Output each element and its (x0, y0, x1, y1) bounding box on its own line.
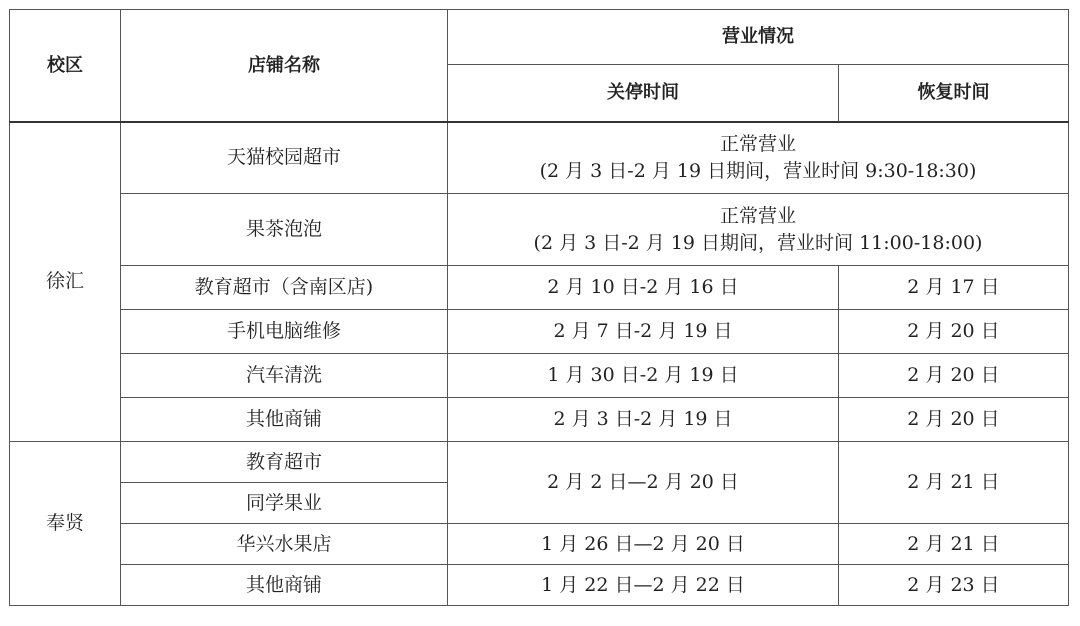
table-row (10, 122, 1069, 194)
shop-name-cell: 华兴水果店 (121, 524, 448, 565)
reopen-date-cell: 2 月 20 日 (839, 398, 1069, 442)
closure-period-cell: 2 月 7 日-2 月 19 日 (448, 310, 839, 354)
shop-name-cell: 教育超市 (121, 442, 448, 483)
header-row-1 (10, 10, 1069, 65)
closure-period-cell: 2 月 2 日—2 月 20 日 (448, 442, 839, 524)
status-label: 正常营业 (719, 133, 796, 156)
shop-name-cell: 其他商铺 (121, 565, 448, 606)
shop-name-cell: 其他商铺 (121, 398, 448, 442)
table-row (10, 266, 1069, 310)
table-row (10, 194, 1069, 266)
table-row (10, 310, 1069, 354)
shop-name-cell: 果茶泡泡 (121, 194, 448, 266)
campus-cell: 徐汇 (10, 122, 121, 442)
table-row (10, 524, 1069, 565)
status-label: 正常营业 (719, 204, 796, 227)
reopen-date-cell: 2 月 20 日 (839, 310, 1069, 354)
status-hours: (2 月 3 日-2 月 19 日期间，营业时间 11:00-18:00) (533, 231, 983, 254)
closure-period-header: 关停时间 (448, 65, 839, 122)
reopen-date-cell: 2 月 21 日 (839, 524, 1069, 565)
business-status-cell (448, 194, 1069, 266)
table-row (10, 398, 1069, 442)
closure-period-cell: 2 月 10 日-2 月 16 日 (448, 266, 839, 310)
store-schedule-table (9, 9, 1069, 606)
closure-period-cell: 1 月 30 日-2 月 19 日 (448, 354, 839, 398)
shop-name-cell: 教育超市（含南区店) (121, 266, 448, 310)
reopen-date-header: 恢复时间 (839, 65, 1069, 122)
reopen-date-cell: 2 月 23 日 (839, 565, 1069, 606)
campus-cell: 奉贤 (10, 442, 121, 606)
table-row (10, 565, 1069, 606)
reopen-date-cell: 2 月 20 日 (839, 354, 1069, 398)
shop-name-cell: 天猫校园超市 (121, 122, 448, 194)
campus-header: 校区 (10, 10, 121, 122)
closure-period-cell: 2 月 3 日-2 月 19 日 (448, 398, 839, 442)
table-row (10, 442, 1069, 483)
shop-name-cell: 手机电脑维修 (121, 310, 448, 354)
business-status-cell (448, 122, 1069, 194)
business-status-header: 营业情况 (448, 10, 1069, 65)
closure-period-cell: 1 月 26 日—2 月 20 日 (448, 524, 839, 565)
reopen-date-cell: 2 月 17 日 (839, 266, 1069, 310)
reopen-date-cell: 2 月 21 日 (839, 442, 1069, 524)
table-row (10, 354, 1069, 398)
closure-period-cell: 1 月 22 日—2 月 22 日 (448, 565, 839, 606)
shop-name-cell: 汽车清洗 (121, 354, 448, 398)
shop-name-header: 店铺名称 (121, 10, 448, 122)
status-hours: (2 月 3 日-2 月 19 日期间，营业时间 9:30-18:30) (539, 159, 977, 182)
shop-name-cell: 同学果业 (121, 483, 448, 524)
